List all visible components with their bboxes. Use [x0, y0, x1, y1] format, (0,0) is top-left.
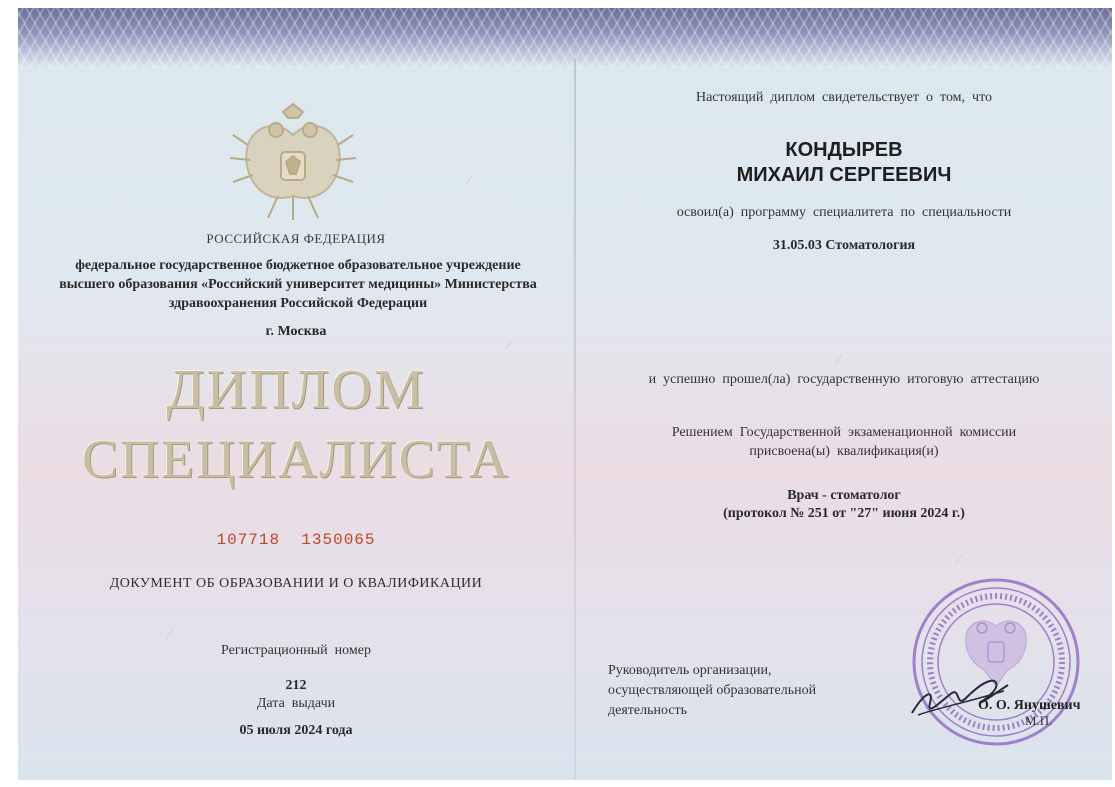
document-type: ДОКУМЕНТ ОБ ОБРАЗОВАНИИ И О КВАЛИФИКАЦИИ [109, 576, 483, 591]
qualification: Врач - стоматолог [787, 488, 901, 503]
head-line: осуществляющей образовательной [608, 683, 817, 698]
signature-icon [904, 663, 1014, 723]
signer-name: О. О. Янушевич [978, 698, 1081, 713]
registration-label: Регистрационный номер [221, 643, 371, 658]
diploma-title-line2: СПЕЦИАЛИСТА [82, 429, 510, 489]
graduate-given-names: МИХАИЛ СЕРГЕЕВИЧ [736, 164, 952, 186]
specialty: 31.05.03 Стоматология [772, 238, 916, 253]
graduate-surname: КОНДЫРЕВ [785, 139, 903, 161]
commission-decision-line2: присвоена(ы) квалификация(и) [749, 444, 939, 459]
issue-date-label: Дата выдачи [256, 696, 336, 711]
security-fiber: ⁄ [468, 173, 471, 188]
double-headed-eagle-icon [228, 100, 358, 230]
security-fiber: ⁄ [168, 628, 171, 643]
program-text: освоил(а) программу специалитета по специальности [676, 205, 1012, 220]
registration-number: 212 [285, 678, 307, 693]
head-line: Руководитель организации, [608, 663, 772, 678]
security-fiber: ⁄ [838, 353, 841, 368]
intro-text: Настоящий диплом свидетельствует о том, что [695, 90, 993, 105]
security-fiber: ⁄ [508, 338, 511, 353]
commission-decision-line1: Решением Государственной экзаменационной комиссии [671, 425, 1017, 440]
diploma-title-line1: ДИПЛОМ [166, 359, 426, 421]
protocol: (протокол № 251 от "27" июня 2024 г.) [723, 506, 965, 521]
head-of-organization [608, 661, 816, 721]
country-name: РОССИЙСКАЯ ФЕДЕРАЦИЯ [206, 231, 386, 246]
right-page [576, 8, 1112, 780]
attestation-text: и успешно прошел(ла) государственную итоговую аттестацию [648, 372, 1040, 387]
left-page [18, 8, 574, 780]
head-line: деятельность [608, 703, 688, 718]
serial-number: 107718 1350065 [216, 531, 376, 549]
institution-name: федеральное государственное бюджетное образовательное учреждение высшего образования «Российский университет медицины» Министерства здравоохранения Российской Федерации [59, 258, 537, 311]
diploma [18, 8, 1112, 780]
issue-date: 05 июля 2024 года [239, 723, 353, 738]
seal-mark: М.П. [1025, 713, 1053, 728]
security-fiber: ⁄ [958, 553, 961, 568]
city: г. Москва [265, 324, 327, 339]
